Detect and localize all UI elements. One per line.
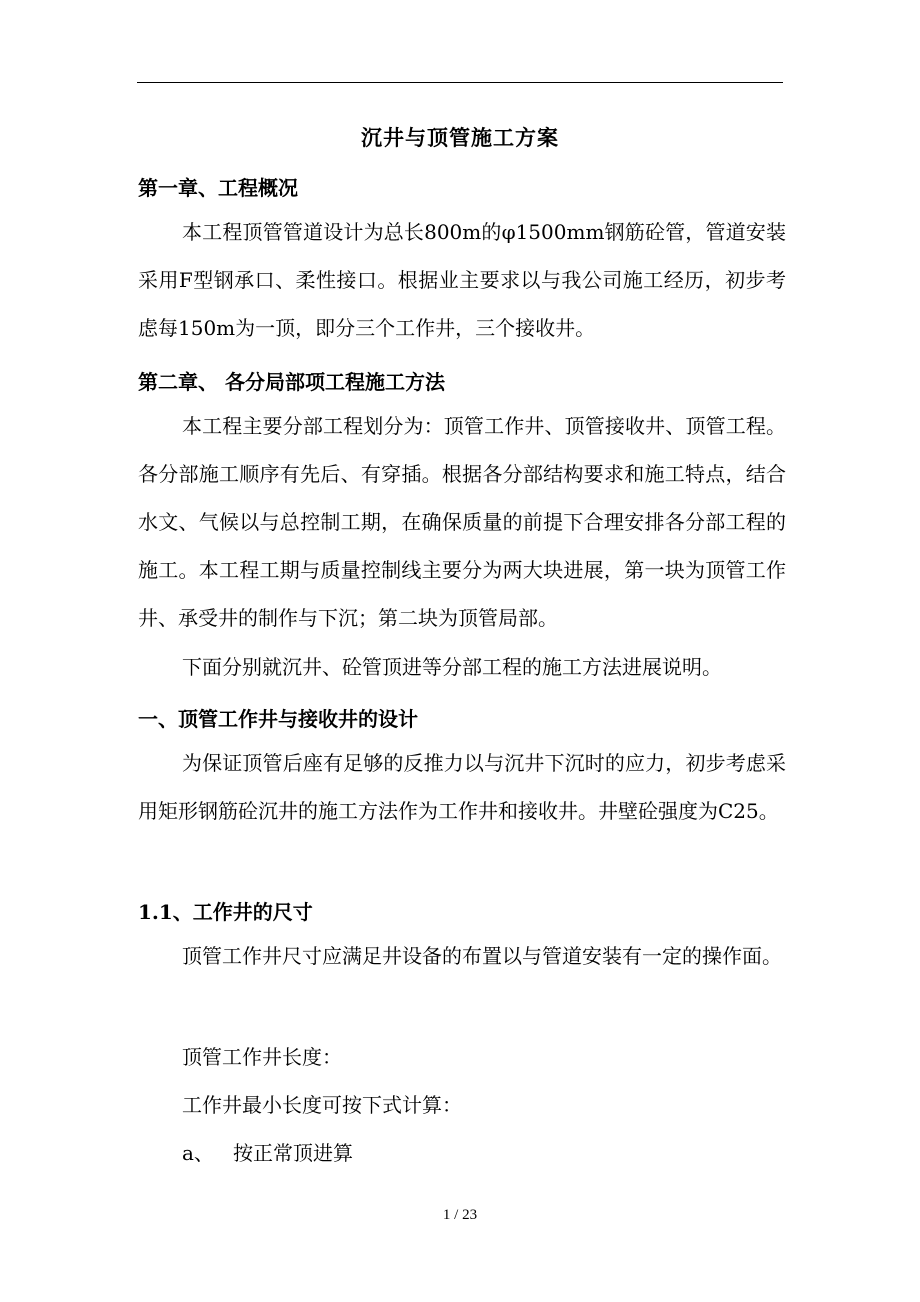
chapter-2-paragraph-2: 下面分别就沉井、砼管顶进等分部工程的施工方法进展说明。 [182, 655, 722, 679]
section-1-1-paragraph: 顶管工作井尺寸应满足井设备的布置以与管道安装有一定的操作面。 [182, 944, 782, 968]
header-rule [137, 82, 783, 83]
document-title: 沉井与顶管施工方案 [361, 125, 559, 150]
min-length-formula-line: 工作井最小长度可按下式计算： [182, 1093, 462, 1117]
normal-jacking-line: a、 按正常顶进算 [182, 1141, 353, 1165]
chapter-2-paragraph-1: 本工程主要分部工程划分为：顶管工作井、顶管接收井、顶管工程。各分部施工顺序有先后、有穿插。根据各分部结构要求和施工特点，结合水文、气候以与总控制工期，在确保质量的前提下合理安排各分部工程的施工。本工程工期与质量控制线主要分为两大块进展，第一块为顶管工作井、承受井的制作与下沉；第二块为顶管局部。 [138, 414, 786, 630]
chapter-2-heading: 第二章、 各分局部项工程施工方法 [138, 370, 445, 394]
section-1-1-heading: 1.1、工作井的尺寸 [138, 900, 313, 924]
section-1-paragraph: 为保证顶管后座有足够的反推力以与沉井下沉时的应力，初步考虑采用矩形钢筋砼沉井的施工方法作为工作井和接收井。井壁砼强度为C25。 [138, 751, 786, 823]
chapter-1-heading: 第一章、工程概况 [138, 176, 298, 200]
work-shaft-length-line: 顶管工作井长度： [182, 1045, 342, 1069]
section-1-heading: 一、顶管工作井与接收井的设计 [138, 707, 418, 731]
chapter-1-paragraph: 本工程顶管管道设计为总长800m的φ1500mm钢筋砼管，管道安装采用F型钢承口、柔性接口。根据业主要求以与我公司施工经历，初步考虑每150m为一顶，即分三个工作井，三个接收井。 [138, 220, 786, 340]
page-number: 1 / 23 [442, 1207, 478, 1223]
